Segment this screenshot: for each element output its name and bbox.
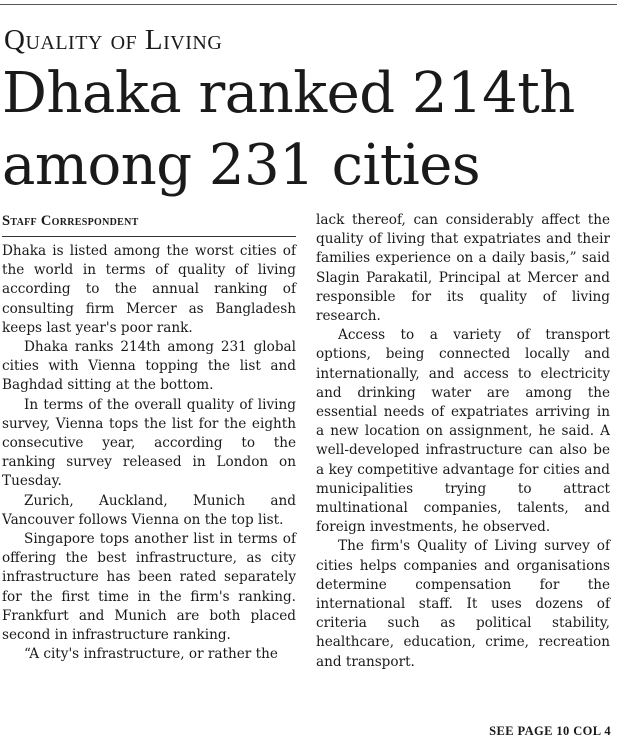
article-column-2 — [316, 211, 610, 672]
paragraph: Zurich, Auckland, Munich and Vancouver follows Vienna on the top list. — [2, 492, 296, 528]
paragraph: “A city's infrastructure, or rather the — [24, 646, 278, 663]
byline: Staff Correspondent — [2, 213, 139, 229]
kicker: Quality of Living — [4, 24, 223, 56]
paragraph: lack thereof, can considerably affect the quality of living that expatriates and their families experience on a daily basis,” said Slagin Parakatil, Principal at Mercer and responsible for its quality of living research. — [316, 212, 610, 325]
paragraph: Dhaka is listed among the worst cities of the world in terms of quality of living according to the annual ranking of consulting firm Mercer as Bangladesh keeps last year's poor rank. — [2, 243, 296, 336]
continuation-note: SEE PAGE 10 COL 4 — [489, 724, 611, 738]
top-rule — [0, 4, 617, 5]
paragraph: Dhaka ranks 214th among 231 global cities with Vienna topping the list and Baghdad sitting at the bottom. — [2, 339, 296, 394]
article-column-1 — [2, 242, 296, 664]
byline-rule — [2, 236, 296, 237]
headline: Dhaka ranked 214th among 231 cities — [2, 61, 575, 198]
paragraph: Access to a variety of transport options, being connected locally and internationally, and access to electricity and drinking water are among the essential needs of expatriates arriving in a new location on assignment, he said. A well-developed infrastructure can also be a key competitive advantage for cities and municipalities trying to attract multinational companies, talents, and foreign investments, he observed. — [316, 327, 610, 536]
paragraph: Singapore tops another list in terms of offering the best infrastructure, as city infrastructure has been rated separately for the first time in the firm's ranking. Frankfurt and Munich are both placed second in infrastructure ranking. — [2, 531, 296, 644]
paragraph: The firm's Quality of Living survey of cities helps companies and organisations determine compensation for the international staff. It uses dozens of criteria such as political stability, healthcare, education, crime, recreation and transport. — [316, 538, 610, 670]
paragraph: In terms of the overall quality of living survey, Vienna tops the list for the eighth consecutive year, according to the ranking survey released in London on Tuesday. — [2, 396, 296, 490]
